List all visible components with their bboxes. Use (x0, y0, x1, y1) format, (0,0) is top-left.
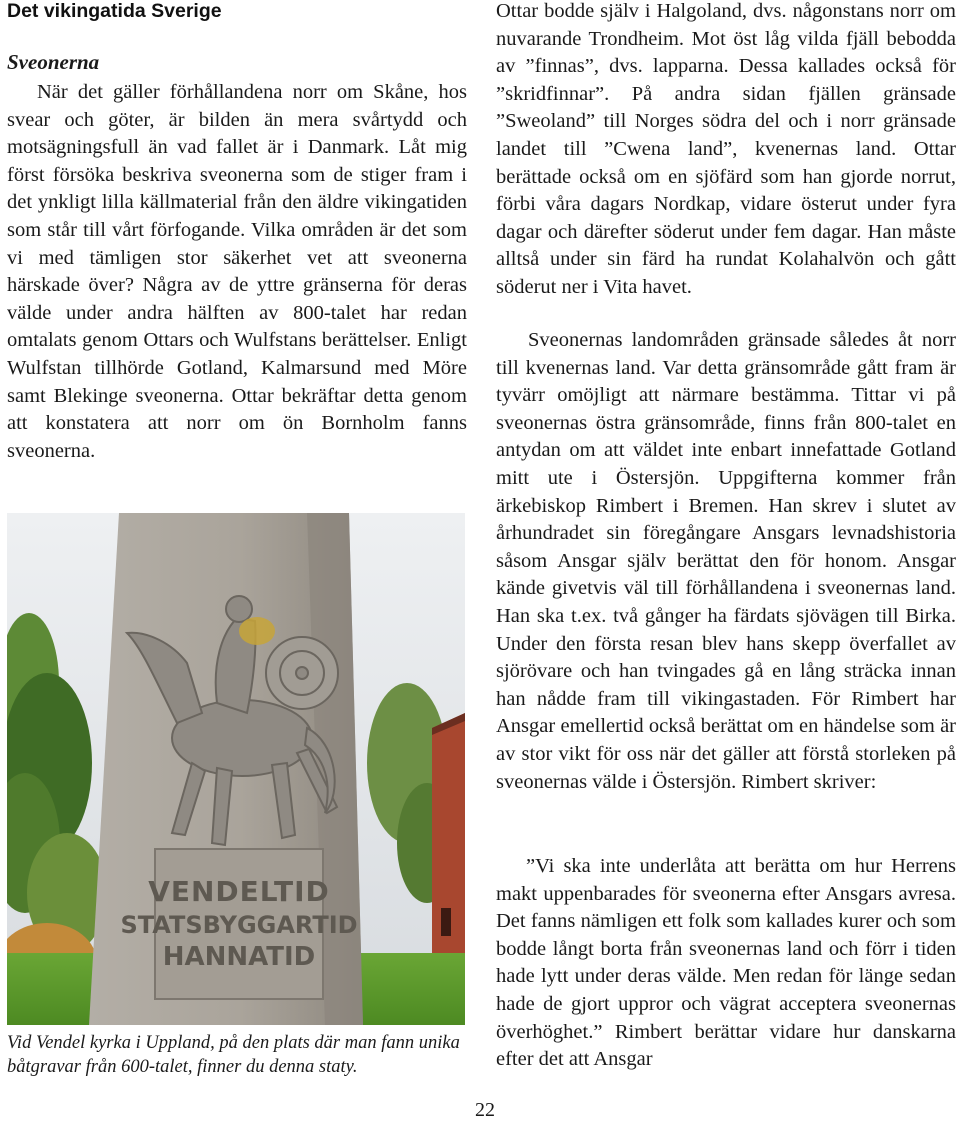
inscription-line-3: HANNATID (162, 942, 316, 972)
page-number: 22 (475, 1099, 495, 1121)
inscription-line-2: STATSBYGGARTID (120, 911, 358, 939)
right-paragraph-1: Ottar bodde själv i Halgoland, dvs. någonstans norr om nuvarande Trondheim. Mot öst låg vilda fjäll bebodda av ”finnas”, dvs. lapparna. Dessa kallades också för ”skridfinnar”. På andra sidan fjällen gränsade ”Sweoland” till Norges södra del och i norr gränsade landet till ”Cwena land”, kvenernas land. Ottar berättade också om en sjöfärd som han gjorde norrut, förbi våra dagars Nordkap, vidare österut under fyra dagar och därefter söderut under fem dagar. Han måste alltså under sin färd ha rundat Kolahalvön och gått söderut ner i Vita havet. (496, 0, 956, 298)
running-header: Det vikingatida Sverige (7, 0, 222, 22)
statue-illustration (7, 513, 465, 1025)
right-paragraph-3-quote: ”Vi ska inte underlåta att berätta om hur Herrens makt uppenbarades för sveonerna efter Ansgars avresa. Det fanns nämligen ett folk som kallades kurer och som bodde långt borta från sveonernas land och förr i tiden hade lytt under deras välde. Men redan för länge sedan hade de gjort uppror och vägrat acceptera sveonernas överhöghet.” Rimbert berättar vidare hur danskarna efter det att Ansgar (496, 855, 956, 1071)
left-paragraph-1: När det gäller förhållandena norr om Skåne, hos svear och göter, är bilden än mera svårtydd och motsägningsfull än vad fallet är i Danmark. Låt mig först försöka beskriva sveonerna som de stiger fram i det ynkligt lilla källmaterial från den äldre vikingatiden som står till vårt förfogande. Vilka områden är det som vi med tämligen stor säkerhet vet att sveonerna härskade över? Några av de yttre gränserna för deras välde under andra hälften av 800-talet har redan omtalats genom Ottars och Wulfstans berättelser. Enligt Wulfstan tillhörde Gotland, Kalmarsund med Möre samt Blekinge sveonerna. Ottar bekräftar detta genom att konstatera att norr om ön Bornholm fanns sveonerna. (7, 81, 467, 462)
right-paragraph-2: Sveonernas landområden gränsade således åt norr till kvenernas land. Var detta gränsområde gått fram är tyvärr omöjligt att närmare bestämma. Tittar vi på sveonernas östra gränsområde, finns från 800-talet en antydan om att väldet inte enbart innefattade Gotland mitt ute i Östersjön. Uppgifterna kommer från ärkebiskop Rimbert i Bremen. Han skrev i slutet av århundradet sin föregångare Ansgars levnadshistoria såsom Ansgar själv berättat den för honom. Ansgar kände givetvis väl till förhållandena i sveonernas land. Han ska t.ex. två gånger ha färdats sjövägen till Birka. Under den första resan blev hans skepp överfallet av sjörövare och han tvingades gå en lång sträcka innan han nådde fram till vikingastaden. För Rimbert har Ansgar emellertid också berättat om en händelse som är av stor vikt för oss när det gäller att förstå storleken på sveonernas välde i Östersjön. Rimbert skriver: (496, 329, 956, 793)
statue-photo (7, 513, 465, 1025)
figure-caption: Vid Vendel kyrka i Uppland, på den plats där man fann unika båtgravar från 600-talet, finner du denna staty. (7, 1033, 460, 1077)
inscription-line-1: VENDELTID (148, 875, 330, 908)
section-title: Sveonerna (7, 50, 100, 74)
church-wall (432, 713, 465, 953)
